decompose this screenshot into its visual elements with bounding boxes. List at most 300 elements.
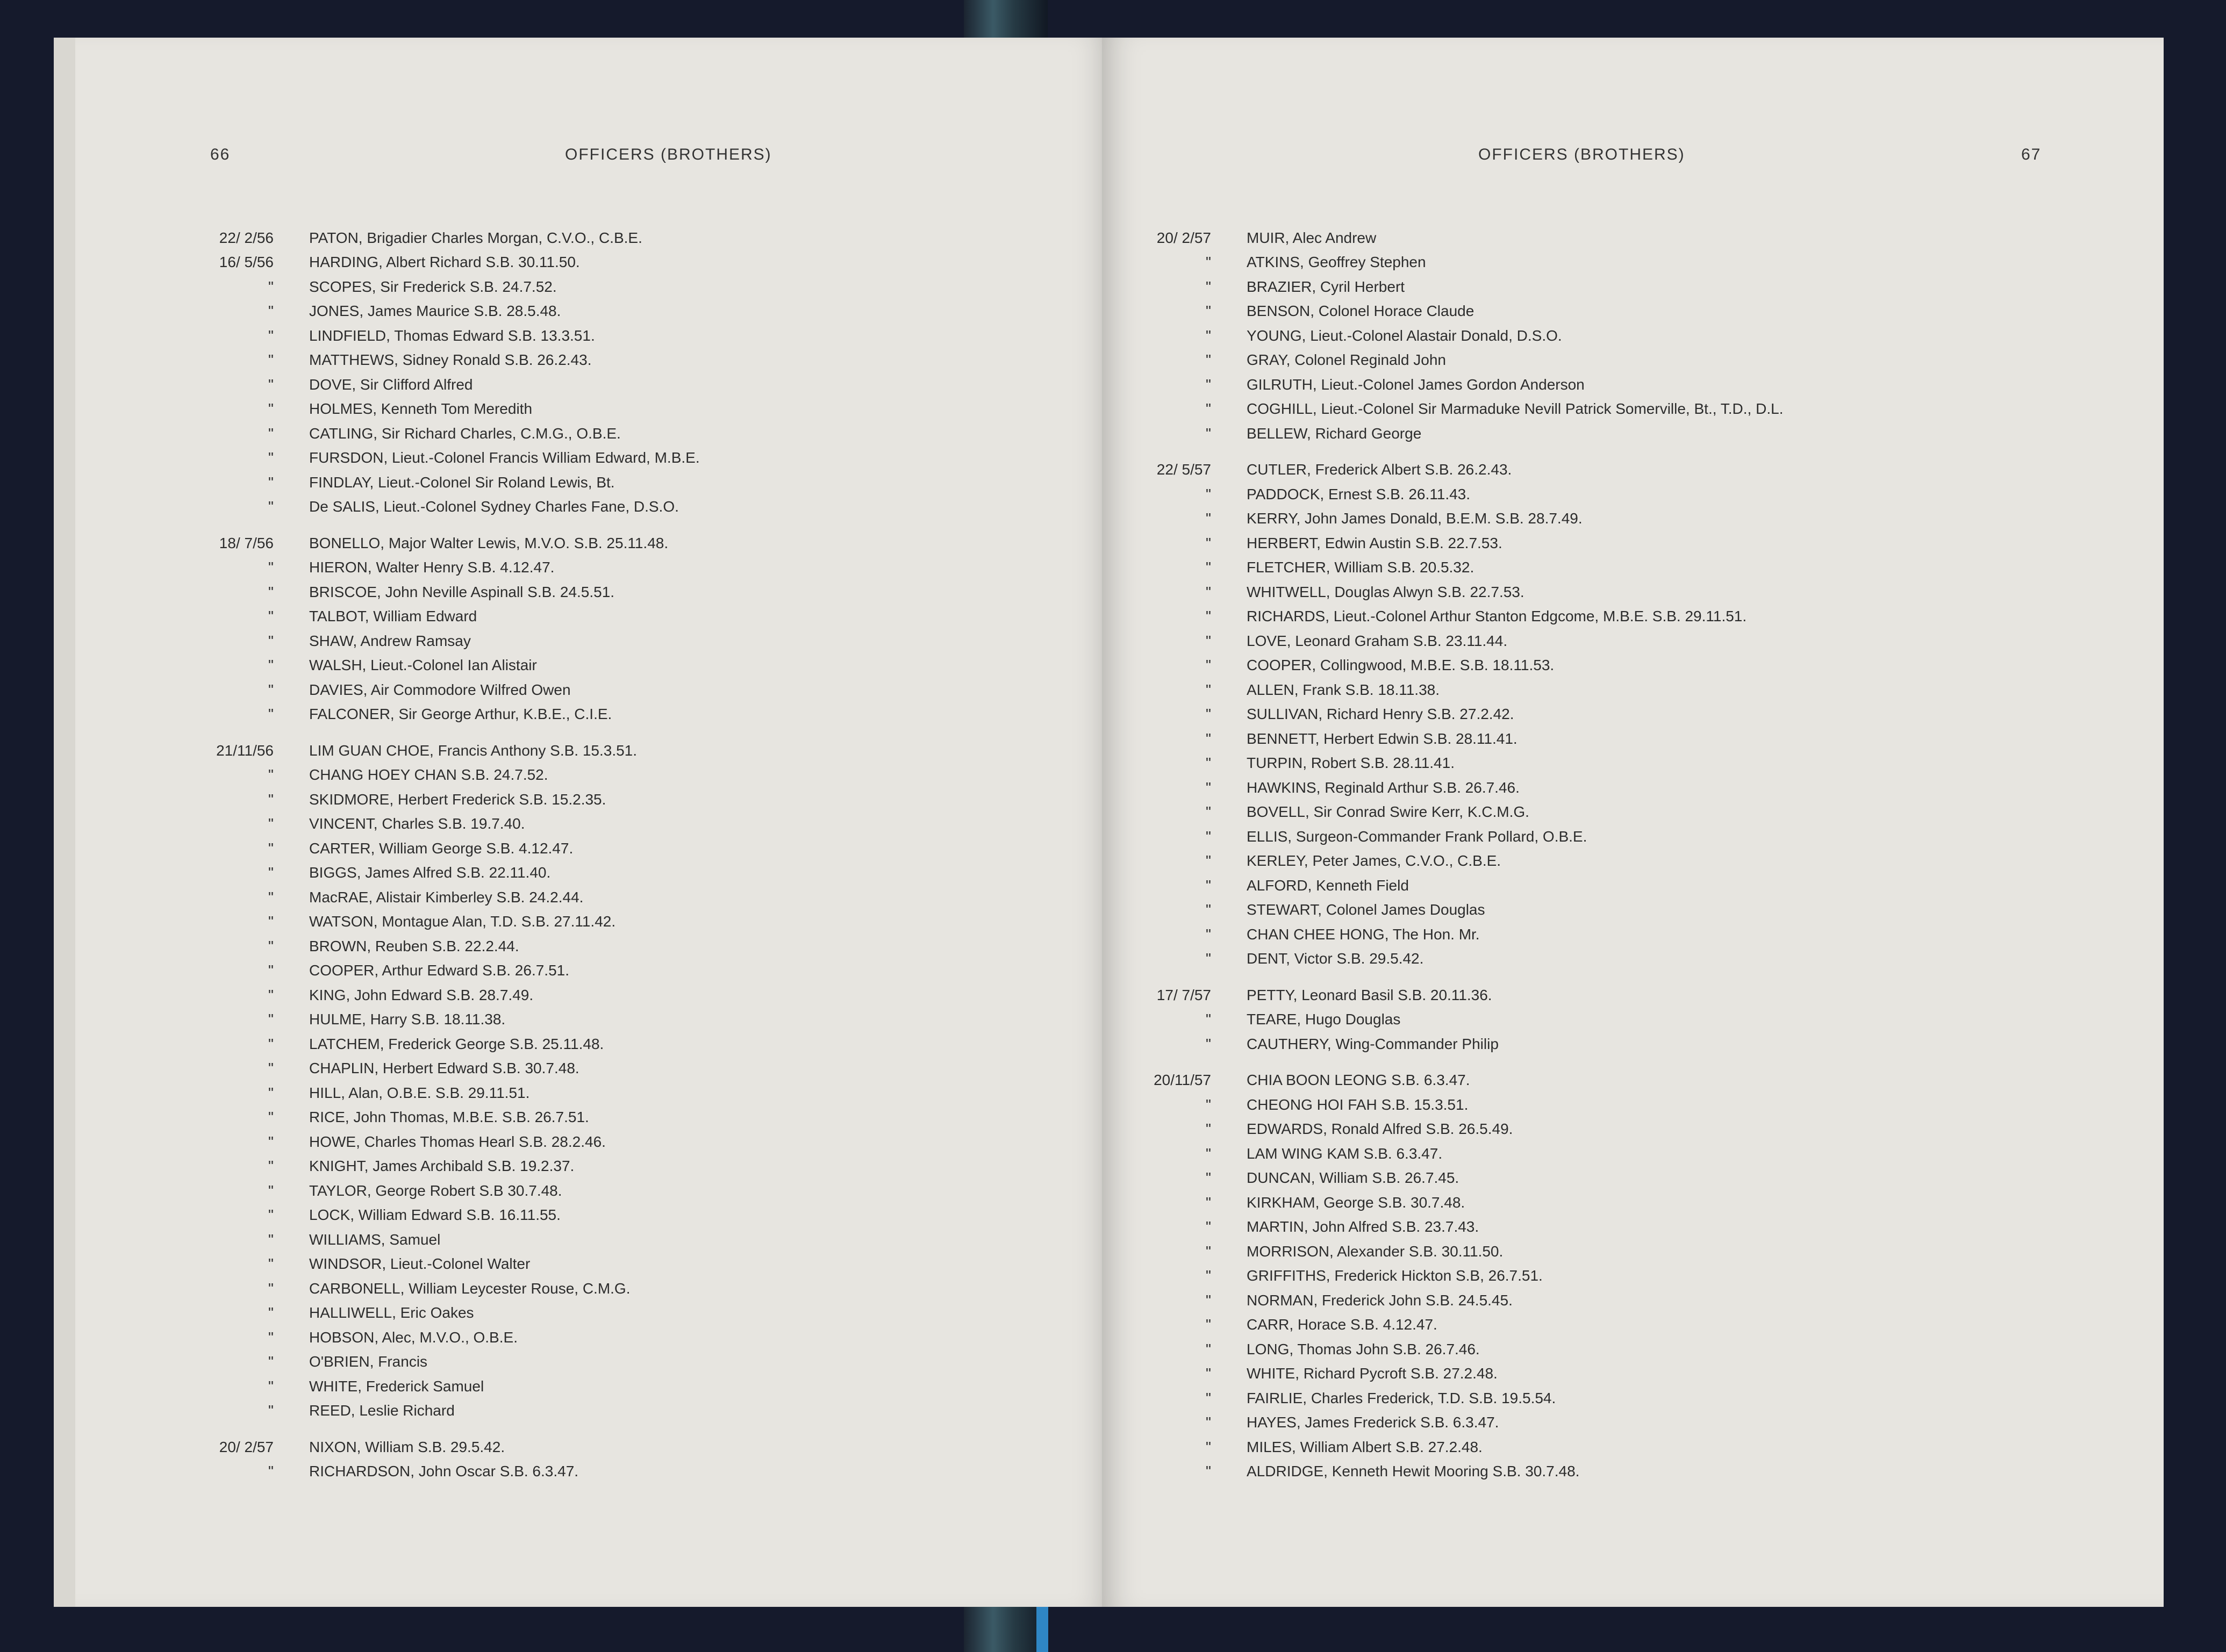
entry-date: " — [1206, 632, 1211, 649]
entry-date: " — [268, 1377, 274, 1395]
list-item — [1125, 873, 1783, 898]
entry-name: PADDOCK, Ernest S.B. 26.11.43. — [1247, 485, 1471, 502]
entry-name: MILES, William Albert S.B. 27.2.48. — [1247, 1438, 1483, 1455]
list-item — [1125, 299, 1783, 324]
list-item — [188, 959, 700, 983]
entry-name: MARTIN, John Alfred S.B. 23.7.43. — [1247, 1218, 1479, 1236]
entry-name: GRIFFITHS, Frederick Hickton S.B, 26.7.51. — [1247, 1267, 1543, 1284]
entry-name: RICHARDSON, John Oscar S.B. 6.3.47. — [309, 1463, 579, 1480]
list-item — [188, 836, 700, 861]
list-item — [188, 1325, 700, 1350]
entry-date: " — [1206, 583, 1211, 600]
list-item — [188, 446, 700, 471]
entry-name: EDWARDS, Ronald Alfred S.B. 26.5.49. — [1247, 1121, 1513, 1138]
list-item — [188, 1057, 700, 1081]
list-item — [188, 1227, 700, 1252]
entry-name: HAYES, James Frederick S.B. 6.3.47. — [1247, 1414, 1499, 1431]
list-item — [188, 470, 700, 495]
list-item — [188, 910, 700, 935]
list-item — [188, 983, 700, 1008]
entry-name: YOUNG, Lieut.-Colonel Alastair Donald, D.S.O. — [1247, 327, 1562, 344]
list-item — [188, 250, 700, 275]
list-item — [1125, 580, 1783, 605]
entry-name: CHANG HOEY CHAN S.B. 24.7.52. — [309, 766, 548, 784]
entry-date: " — [1206, 485, 1211, 502]
entry-date: " — [268, 839, 274, 857]
entry-name: HIERON, Walter Henry S.B. 4.12.47. — [309, 559, 555, 576]
entry-date: " — [1206, 1169, 1211, 1187]
entry-name: FURSDON, Lieut.-Colonel Francis William Edward, M.B.E. — [309, 449, 700, 466]
entry-date: " — [1206, 1389, 1211, 1406]
entry-date: 22/ 2/56 — [219, 229, 274, 246]
list-item — [1125, 482, 1783, 507]
list-item — [1125, 1008, 1783, 1032]
list-item — [188, 812, 700, 837]
entry-date: " — [268, 1206, 274, 1224]
entry-date: " — [268, 706, 274, 723]
officer-list — [1125, 226, 1783, 1484]
list-item — [1125, 1435, 1783, 1460]
entry-date: " — [1206, 950, 1211, 967]
list-item — [1125, 275, 1783, 299]
entry-date: " — [268, 913, 274, 930]
list-item — [1125, 1166, 1783, 1191]
entry-name: HARDING, Albert Richard S.B. 30.11.50. — [309, 254, 580, 271]
entry-date: " — [268, 1109, 274, 1126]
entry-name: COGHILL, Lieut.-Colonel Sir Marmaduke Nevill Patrick Somerville, Bt., T.D., D.L. — [1247, 400, 1784, 418]
list-item — [188, 1301, 700, 1326]
page-header: OFFICERS (BROTHERS) — [565, 146, 772, 163]
entry-date: " — [268, 351, 274, 369]
list-item — [188, 397, 700, 422]
entry-date: " — [1206, 730, 1211, 747]
list-item — [1125, 727, 1783, 751]
entry-name: MUIR, Alec Andrew — [1247, 229, 1377, 246]
entry-date: 18/ 7/56 — [219, 534, 274, 551]
entry-date: " — [268, 473, 274, 491]
list-item — [188, 1081, 700, 1105]
list-item — [188, 885, 700, 910]
entry-date: " — [1206, 803, 1211, 821]
entry-date: " — [268, 1402, 274, 1419]
list-item — [1125, 1141, 1783, 1166]
list-item — [1125, 702, 1783, 727]
entry-date: 20/ 2/57 — [1156, 229, 1211, 246]
list-item — [1125, 678, 1783, 702]
entry-name: NORMAN, Frederick John S.B. 24.5.45. — [1247, 1291, 1513, 1309]
list-item — [1125, 1215, 1783, 1240]
list-item — [1125, 458, 1783, 483]
entry-date: " — [1206, 877, 1211, 894]
entry-date: " — [268, 864, 274, 881]
entry-date: " — [268, 449, 274, 466]
entry-name: HAWKINS, Reginald Arthur S.B. 26.7.46. — [1247, 779, 1520, 796]
entry-date: " — [1206, 779, 1211, 796]
entry-date: " — [268, 962, 274, 979]
list-item — [188, 348, 700, 373]
list-item — [188, 1105, 700, 1130]
entry-date: " — [268, 1255, 274, 1273]
entry-date: " — [1206, 1145, 1211, 1162]
entry-date: " — [1206, 1267, 1211, 1284]
list-item — [188, 1374, 700, 1399]
entry-name: O'BRIEN, Francis — [309, 1353, 428, 1370]
list-item — [1125, 1337, 1783, 1362]
entry-date: " — [268, 327, 274, 344]
entry-name: SULLIVAN, Richard Henry S.B. 27.2.42. — [1247, 706, 1514, 723]
entry-name: HULME, Harry S.B. 18.11.38. — [309, 1011, 506, 1028]
list-item — [1125, 800, 1783, 825]
page-number: 67 — [2021, 146, 2042, 163]
list-item — [188, 653, 700, 678]
list-item — [1125, 824, 1783, 849]
entry-name: CAUTHERY, Wing-Commander Philip — [1247, 1035, 1499, 1052]
entry-date: " — [1206, 1096, 1211, 1113]
entry-name: MATTHEWS, Sidney Ronald S.B. 26.2.43. — [309, 351, 592, 369]
entry-date: " — [1206, 828, 1211, 845]
entry-date: " — [1206, 376, 1211, 393]
list-item — [188, 421, 700, 446]
entry-date: " — [268, 1280, 274, 1297]
list-item — [1125, 1460, 1783, 1484]
entry-date: " — [1206, 1365, 1211, 1382]
entry-name: FINDLAY, Lieut.-Colonel Sir Roland Lewis, Bt. — [309, 473, 615, 491]
entry-name: MacRAE, Alistair Kimberley S.B. 24.2.44. — [309, 888, 584, 906]
entry-date: " — [1206, 1316, 1211, 1333]
entry-name: MORRISON, Alexander S.B. 30.11.50. — [1247, 1242, 1504, 1260]
list-item — [188, 763, 700, 788]
entry-name: REED, Leslie Richard — [309, 1402, 455, 1419]
list-item — [1125, 1411, 1783, 1435]
entry-date: " — [268, 1060, 274, 1077]
entry-date: " — [1206, 1011, 1211, 1028]
entry-name: BROWN, Reuben S.B. 22.2.44. — [309, 937, 519, 954]
entry-date: " — [268, 791, 274, 808]
entry-date: " — [1206, 510, 1211, 527]
entry-date: " — [1206, 534, 1211, 551]
entry-date: " — [268, 1304, 274, 1321]
list-item — [188, 275, 700, 299]
list-item — [1125, 1313, 1783, 1338]
officer-list — [188, 226, 700, 1484]
entry-name: JONES, James Maurice S.B. 28.5.48. — [309, 303, 561, 320]
entry-date: " — [1206, 559, 1211, 576]
entry-name: WINDSOR, Lieut.-Colonel Walter — [309, 1255, 531, 1273]
entry-date: " — [268, 376, 274, 393]
entry-name: NIXON, William S.B. 29.5.42. — [309, 1438, 505, 1455]
entry-date: " — [1206, 1340, 1211, 1357]
list-item — [188, 605, 700, 629]
list-item — [188, 1435, 700, 1460]
entry-date: 20/ 2/57 — [219, 1438, 274, 1455]
entry-name: GILRUTH, Lieut.-Colonel James Gordon Anderson — [1247, 376, 1585, 393]
list-item — [1125, 556, 1783, 580]
list-item — [188, 738, 700, 763]
entry-date: " — [268, 1328, 274, 1346]
entry-name: LATCHEM, Frederick George S.B. 25.11.48. — [309, 1035, 604, 1052]
list-item — [1125, 226, 1783, 250]
page-header: OFFICERS (BROTHERS) — [1478, 146, 1685, 163]
entry-date: " — [268, 425, 274, 442]
entry-date: " — [268, 1463, 274, 1480]
entry-name: CUTLER, Frederick Albert S.B. 26.2.43. — [1247, 461, 1512, 478]
entry-date: " — [1206, 608, 1211, 625]
entry-date: 17/ 7/57 — [1156, 986, 1211, 1003]
entry-name: GRAY, Colonel Reginald John — [1247, 351, 1446, 369]
entry-name: CHIA BOON LEONG S.B. 6.3.47. — [1247, 1072, 1470, 1089]
list-item — [188, 1179, 700, 1203]
entry-name: CHAN CHEE HONG, The Hon. Mr. — [1247, 925, 1480, 943]
entry-name: PETTY, Leonard Basil S.B. 20.11.36. — [1247, 986, 1492, 1003]
list-item — [188, 580, 700, 605]
list-item — [188, 372, 700, 397]
entry-name: WALSH, Lieut.-Colonel Ian Alistair — [309, 657, 537, 674]
entry-name: FLETCHER, William S.B. 20.5.32. — [1247, 559, 1475, 576]
entry-name: DAVIES, Air Commodore Wilfred Owen — [309, 681, 571, 698]
entry-name: HOLMES, Kenneth Tom Meredith — [309, 400, 533, 418]
entry-name: RICHARDS, Lieut.-Colonel Arthur Stanton Edgcome, M.B.E. S.B. 29.11.51. — [1247, 608, 1747, 625]
list-item — [188, 629, 700, 653]
entry-date: " — [1206, 901, 1211, 918]
entry-name: KERLEY, Peter James, C.V.O., C.B.E. — [1247, 852, 1501, 870]
entry-name: CARTER, William George S.B. 4.12.47. — [309, 839, 574, 857]
list-item — [188, 1460, 700, 1484]
list-item — [188, 1350, 700, 1375]
entry-name: HERBERT, Edwin Austin S.B. 22.7.53. — [1247, 534, 1502, 551]
entry-name: HOWE, Charles Thomas Hearl S.B. 28.2.46. — [309, 1133, 606, 1150]
entry-date: " — [268, 1084, 274, 1101]
entry-name: ALLEN, Frank S.B. 18.11.38. — [1247, 681, 1440, 698]
entry-name: CATLING, Sir Richard Charles, C.M.G., O.B.E. — [309, 425, 621, 442]
entry-name: HOBSON, Alec, M.V.O., O.B.E. — [309, 1328, 518, 1346]
entry-date: " — [268, 815, 274, 832]
entry-name: WHITE, Frederick Samuel — [309, 1377, 484, 1395]
list-item — [1125, 348, 1783, 373]
entry-name: LAM WING KAM S.B. 6.3.47. — [1247, 1145, 1443, 1162]
entry-name: TAYLOR, George Robert S.B 30.7.48. — [309, 1182, 562, 1199]
entry-name: SCOPES, Sir Frederick S.B. 24.7.52. — [309, 278, 557, 295]
entry-date: " — [1206, 925, 1211, 943]
entry-name: BRISCOE, John Neville Aspinall S.B. 24.5.51. — [309, 583, 615, 600]
list-item — [1125, 1362, 1783, 1387]
entry-name: TEARE, Hugo Douglas — [1247, 1011, 1401, 1028]
list-item — [1125, 397, 1783, 422]
entry-name: KERRY, John James Donald, B.E.M. S.B. 28.7.49. — [1247, 510, 1583, 527]
entry-name: WATSON, Montague Alan, T.D. S.B. 27.11.42. — [309, 913, 616, 930]
list-item — [188, 1276, 700, 1301]
list-item — [1125, 983, 1783, 1008]
list-item — [1125, 1239, 1783, 1264]
list-item — [188, 1203, 700, 1228]
entry-name: CARBONELL, William Leycester Rouse, C.M.G. — [309, 1280, 631, 1297]
list-item — [188, 556, 700, 580]
list-item — [188, 299, 700, 324]
list-item — [1125, 324, 1783, 348]
entry-name: LINDFIELD, Thomas Edward S.B. 13.3.51. — [309, 327, 595, 344]
entry-date: " — [1206, 1463, 1211, 1480]
entry-name: FAIRLIE, Charles Frederick, T.D. S.B. 19.5.54. — [1247, 1389, 1556, 1406]
entry-name: CHEONG HOI FAH S.B. 15.3.51. — [1247, 1096, 1469, 1113]
entry-date: " — [268, 1182, 274, 1199]
entry-name: BENNETT, Herbert Edwin S.B. 28.11.41. — [1247, 730, 1518, 747]
entry-date: " — [1206, 852, 1211, 870]
list-item — [188, 1399, 700, 1424]
entry-name: KING, John Edward S.B. 28.7.49. — [309, 986, 534, 1003]
entry-name: COOPER, Collingwood, M.B.E. S.B. 18.11.53. — [1247, 657, 1555, 674]
entry-name: FALCONER, Sir George Arthur, K.B.E., C.I.E. — [309, 706, 612, 723]
entry-name: DOVE, Sir Clifford Alfred — [309, 376, 473, 393]
list-item — [1125, 605, 1783, 629]
entry-date: " — [268, 657, 274, 674]
entry-date: " — [268, 278, 274, 295]
entry-name: TURPIN, Robert S.B. 28.11.41. — [1247, 755, 1455, 772]
entry-date: " — [268, 608, 274, 625]
entry-name: BIGGS, James Alfred S.B. 22.11.40. — [309, 864, 551, 881]
list-item — [1125, 1117, 1783, 1142]
entry-date: " — [1206, 657, 1211, 674]
list-item — [188, 678, 700, 702]
entry-name: ALFORD, Kenneth Field — [1247, 877, 1409, 894]
list-item — [188, 787, 700, 812]
list-item — [1125, 947, 1783, 972]
entry-name: BENSON, Colonel Horace Claude — [1247, 303, 1475, 320]
entry-name: De SALIS, Lieut.-Colonel Sydney Charles Fane, D.S.O. — [309, 498, 679, 515]
entry-name: SHAW, Andrew Ramsay — [309, 632, 471, 649]
entry-name: HILL, Alan, O.B.E. S.B. 29.11.51. — [309, 1084, 530, 1101]
entry-date: " — [268, 1133, 274, 1150]
list-item — [188, 934, 700, 959]
list-item — [1125, 1288, 1783, 1313]
entry-name: TALBOT, William Edward — [309, 608, 477, 625]
list-item — [1125, 1068, 1783, 1093]
list-item — [188, 1130, 700, 1154]
list-item — [1125, 372, 1783, 397]
entry-name: VINCENT, Charles S.B. 19.7.40. — [309, 815, 525, 832]
entry-date: " — [1206, 1438, 1211, 1455]
list-item — [1125, 250, 1783, 275]
list-item — [1125, 751, 1783, 776]
page-number: 66 — [210, 146, 231, 163]
entry-name: BONELLO, Major Walter Lewis, M.V.O. S.B. 25.11.48. — [309, 534, 669, 551]
list-item — [188, 1252, 700, 1277]
entry-date: " — [268, 1035, 274, 1052]
entry-date: " — [1206, 425, 1211, 442]
entry-date: " — [268, 681, 274, 698]
list-item — [188, 861, 700, 886]
entry-name: LOVE, Leonard Graham S.B. 23.11.44. — [1247, 632, 1508, 649]
entry-date: " — [268, 1231, 274, 1248]
list-item — [1125, 1032, 1783, 1057]
list-item — [1125, 507, 1783, 531]
entry-date: " — [1206, 351, 1211, 369]
entry-name: STEWART, Colonel James Douglas — [1247, 901, 1485, 918]
left-page — [54, 38, 1112, 1607]
entry-date: " — [268, 303, 274, 320]
entry-name: DUNCAN, William S.B. 26.7.45. — [1247, 1169, 1459, 1187]
entry-date: " — [1206, 1242, 1211, 1260]
list-item — [1125, 1093, 1783, 1117]
entry-date: " — [1206, 1291, 1211, 1309]
entry-date: " — [1206, 1035, 1211, 1052]
list-item — [1125, 653, 1783, 678]
entry-date: " — [1206, 1194, 1211, 1211]
entry-name: PATON, Brigadier Charles Morgan, C.V.O., C.B.E. — [309, 229, 642, 246]
entry-name: LONG, Thomas John S.B. 26.7.46. — [1247, 1340, 1480, 1357]
entry-name: DENT, Victor S.B. 29.5.42. — [1247, 950, 1424, 967]
entry-date: " — [1206, 254, 1211, 271]
right-page — [1102, 38, 2164, 1607]
entry-date: " — [1206, 278, 1211, 295]
entry-name: WILLIAMS, Samuel — [309, 1231, 441, 1248]
list-item — [1125, 629, 1783, 653]
list-item — [1125, 775, 1783, 800]
entry-date: " — [1206, 755, 1211, 772]
list-item — [188, 1032, 700, 1057]
entry-name: HALLIWELL, Eric Oakes — [309, 1304, 474, 1321]
entry-date: " — [268, 498, 274, 515]
list-item — [188, 324, 700, 348]
entry-date: 21/11/56 — [216, 742, 274, 759]
list-item — [1125, 849, 1783, 874]
list-item — [1125, 1386, 1783, 1411]
entry-name: BELLEW, Richard George — [1247, 425, 1422, 442]
entry-date: " — [1206, 400, 1211, 418]
entry-date: " — [268, 400, 274, 418]
entry-name: LIM GUAN CHOE, Francis Anthony S.B. 15.3.51. — [309, 742, 638, 759]
list-item — [1125, 531, 1783, 556]
entry-name: KNIGHT, James Archibald S.B. 19.2.37. — [309, 1158, 575, 1175]
entry-date: " — [268, 583, 274, 600]
list-item — [188, 1154, 700, 1179]
entry-date: " — [1206, 681, 1211, 698]
entry-date: " — [1206, 1414, 1211, 1431]
entry-date: " — [1206, 327, 1211, 344]
entry-date: " — [1206, 1218, 1211, 1236]
entry-date: " — [268, 559, 274, 576]
entry-name: CHAPLIN, Herbert Edward S.B. 30.7.48. — [309, 1060, 579, 1077]
entry-name: ATKINS, Geoffrey Stephen — [1247, 254, 1426, 271]
entry-date: " — [1206, 303, 1211, 320]
entry-date: " — [268, 1353, 274, 1370]
entry-date: " — [268, 888, 274, 906]
list-item — [1125, 1190, 1783, 1215]
entry-date: 22/ 5/57 — [1156, 461, 1211, 478]
list-item — [1125, 1264, 1783, 1289]
list-item — [188, 495, 700, 520]
entry-date: " — [1206, 706, 1211, 723]
list-item — [188, 702, 700, 727]
entry-name: CARR, Horace S.B. 4.12.47. — [1247, 1316, 1437, 1333]
list-item — [1125, 922, 1783, 947]
entry-name: ALDRIDGE, Kenneth Hewit Mooring S.B. 30.7.48. — [1247, 1463, 1580, 1480]
entry-date: " — [268, 937, 274, 954]
list-item — [188, 1008, 700, 1032]
entry-name: WHITWELL, Douglas Alwyn S.B. 22.7.53. — [1247, 583, 1524, 600]
entry-date: " — [268, 766, 274, 784]
entry-name: KIRKHAM, George S.B. 30.7.48. — [1247, 1194, 1465, 1211]
list-item — [1125, 898, 1783, 923]
entry-date: 16/ 5/56 — [219, 254, 274, 271]
entry-name: RICE, John Thomas, M.B.E. S.B. 26.7.51. — [309, 1109, 589, 1126]
entry-name: WHITE, Richard Pycroft S.B. 27.2.48. — [1247, 1365, 1498, 1382]
entry-date: 20/11/57 — [1154, 1072, 1211, 1089]
list-item — [188, 531, 700, 556]
entry-date: " — [268, 986, 274, 1003]
entry-name: LOCK, William Edward S.B. 16.11.55. — [309, 1206, 561, 1224]
list-item — [1125, 421, 1783, 446]
entry-date: " — [1206, 1121, 1211, 1138]
entry-date: " — [268, 632, 274, 649]
